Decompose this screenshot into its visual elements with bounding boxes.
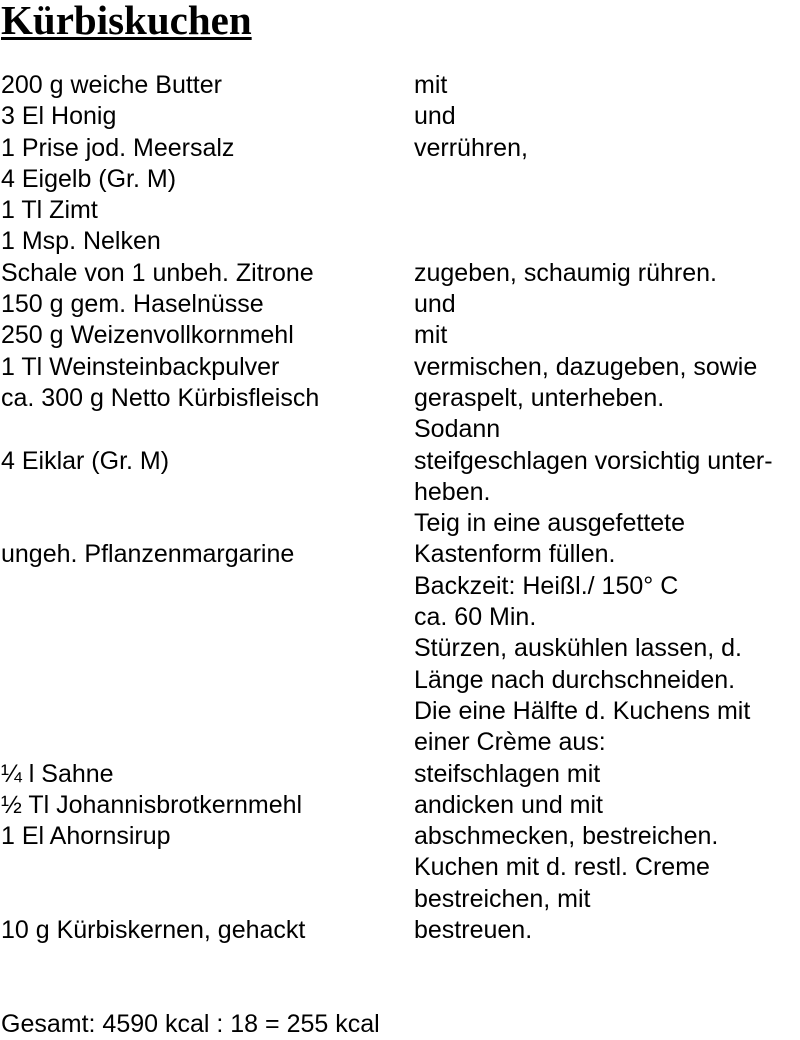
recipe-row [1,915,800,946]
instruction: und [414,102,456,131]
recipe-row [1,195,800,226]
instruction: vermischen, dazugeben, sowie [414,352,758,381]
recipe-row [1,477,800,508]
recipe-row [1,727,800,758]
recipe-title: Kürbiskuchen [1,0,252,43]
ingredient: 4 Eigelb (Gr. M) [1,164,177,193]
instruction: heben. [414,477,491,506]
recipe-row [1,70,800,101]
recipe-table [1,70,800,946]
ingredient: 200 g weiche Butter [1,71,222,99]
recipe-row [1,821,800,852]
instruction: steifgeschlagen vorsichtig unter- [414,446,773,475]
ingredient: 1 Prise jod. Meersalz [1,133,235,162]
ingredient: ca. 300 g Netto Kürbisfleisch [1,383,320,412]
recipe-row [1,539,800,570]
recipe-row [1,665,800,696]
ingredient: 10 g Kürbiskernen, gehackt [1,916,306,945]
instruction: mit [414,321,448,350]
ingredient: ungeh. Pflanzenmargarine [1,540,295,569]
calorie-total: Gesamt: 4590 kcal : 18 = 255 kcal [1,1010,380,1038]
recipe-row [1,852,800,883]
ingredient: 1 El Ahornsirup [1,822,171,851]
ingredient: 1 Tl Zimt [1,196,98,225]
instruction: mit [414,71,448,99]
recipe-row [1,383,800,414]
recipe-row [1,414,800,445]
recipe-row [1,759,800,790]
instruction: geraspelt, unterheben. [414,383,665,412]
recipe-row [1,352,800,383]
recipe-row [1,320,800,351]
ingredient: ½ Tl Johannisbrotkernmehl [1,790,303,819]
recipe-row [1,101,800,132]
ingredient: 1 Tl Weinsteinbackpulver [1,352,280,381]
instruction: Sodann [414,415,501,444]
instruction: Kuchen mit d. restl. Creme [414,853,710,882]
instruction: Backzeit: Heißl./ 150° C [414,571,679,600]
ingredient: ¼ l Sahne [1,759,114,788]
recipe-row [1,508,800,539]
instruction: bestreuen. [414,916,533,945]
instruction: zugeben, schaumig rühren. [414,258,717,287]
recipe-row [1,446,800,477]
instruction: Teig in eine ausgefettete [414,509,686,538]
ingredient: 4 Eiklar (Gr. M) [1,446,170,475]
ingredient: 250 g Weizenvollkornmehl [1,321,294,350]
recipe-row [1,133,800,164]
instruction: andicken und mit [414,790,604,819]
recipe-row [1,696,800,727]
instruction: steifschlagen mit [414,759,601,788]
recipe-row [1,164,800,195]
instruction: verrühren, [414,133,528,162]
recipe-row [1,790,800,821]
recipe-row [1,571,800,602]
instruction: ca. 60 Min. [414,603,537,632]
recipe-row [1,884,800,915]
instruction: Kastenform füllen. [414,540,616,569]
instruction: einer Crème aus: [414,728,606,757]
instruction: und [414,290,456,319]
recipe-row [1,258,800,289]
instruction: Die eine Hälfte d. Kuchens mit [414,696,751,725]
recipe-row [1,602,800,633]
instruction: Stürzen, auskühlen lassen, d. [414,634,742,663]
ingredient: Schale von 1 unbeh. Zitrone [1,258,314,287]
instruction: abschmecken, bestreichen. [414,822,719,851]
recipe-row [1,289,800,320]
instruction: bestreichen, mit [414,884,591,913]
recipe-row [1,633,800,664]
recipe-row [1,226,800,257]
ingredient: 1 Msp. Nelken [1,227,161,256]
ingredient: 3 El Honig [1,102,117,131]
ingredient: 150 g gem. Haselnüsse [1,290,264,319]
instruction: Länge nach durchschneiden. [414,665,736,694]
